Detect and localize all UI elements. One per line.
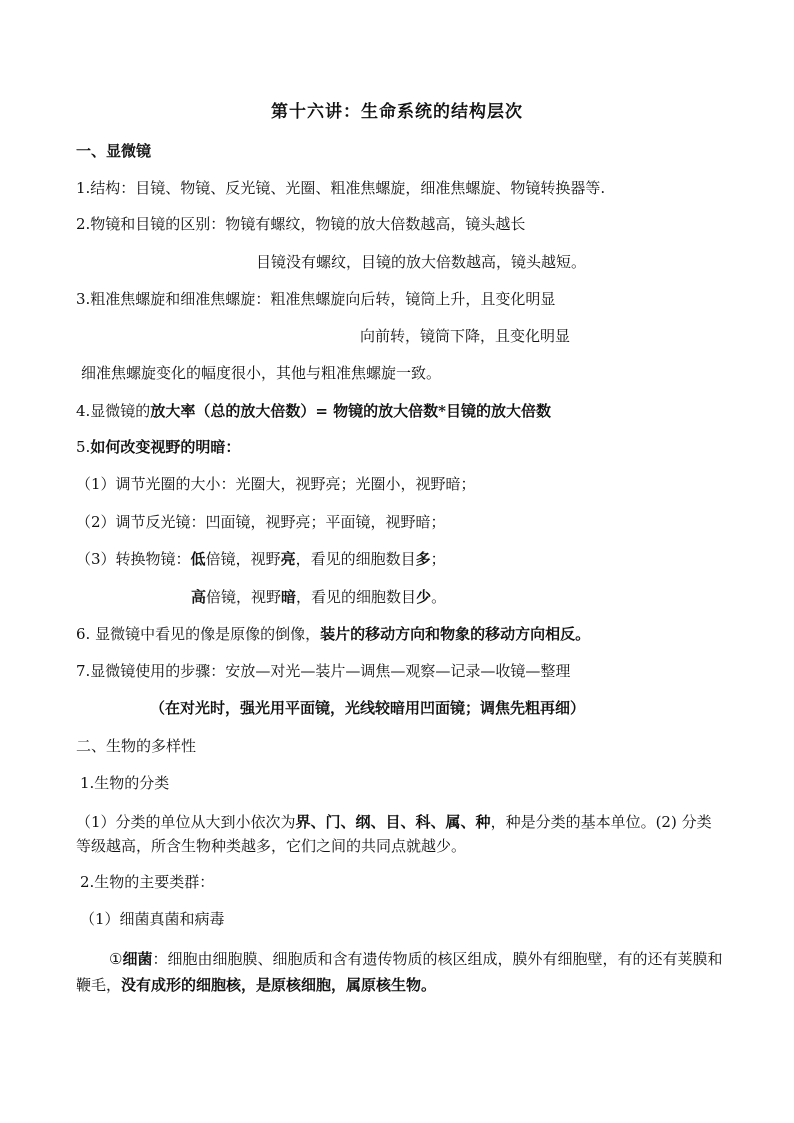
paragraph-inverted-image bbox=[76, 624, 590, 644]
paragraph-structure: 1.结构：目镜、物镜、反光镜、光圈、粗准焦螺旋，细准焦螺旋、物镜转换器等. bbox=[76, 179, 606, 197]
paragraph-fine-focus: 细准焦螺旋变化的幅度很小，其他与粗准焦螺旋一致。 bbox=[81, 364, 442, 382]
item-3-low: 低 bbox=[190, 550, 206, 568]
brightness-item-3-cont bbox=[191, 587, 446, 607]
section-heading-diversity: 二、生物的多样性 bbox=[76, 737, 197, 755]
item-3c-text2: ，看见的细胞数目 bbox=[296, 588, 417, 606]
paragraph-lens-difference: 2.物镜和目镜的区别：物镜有螺纹，物镜的放大倍数越高，镜头越长 bbox=[76, 215, 526, 233]
brightness-item-2: （2）调节反光镜：凹面镜，视野亮；平面镜，视野暗； bbox=[76, 513, 446, 531]
paragraph-bacteria bbox=[76, 946, 726, 998]
bacteria-text: ：细胞由细胞膜、细胞质和含有遗传物质的核区组成，膜外有细胞壁，有的还有荚膜和鞭毛， bbox=[76, 950, 723, 994]
item-3-text: 倍镜，视野 bbox=[205, 550, 281, 568]
item-3-high: 高 bbox=[191, 588, 207, 606]
magnification-prefix: 4.显微镜的 bbox=[76, 402, 151, 420]
section-heading-microscope: 一、显微镜 bbox=[76, 142, 152, 160]
brightness-item-3 bbox=[76, 549, 446, 569]
paragraph-classification bbox=[76, 810, 726, 858]
paragraph-usage-steps: 7.显微镜使用的步骤：安放—对光—装片—调焦—观察—记录—收镜—整理 bbox=[76, 662, 571, 680]
item-3-dark: 暗 bbox=[281, 588, 297, 606]
bacteria-marker: ① bbox=[109, 950, 123, 968]
item-3-end: ； bbox=[430, 550, 446, 568]
brightness-number: 5. bbox=[76, 438, 91, 456]
inverted-image-text: 6. 显微镜中看见的像是原像的倒像， bbox=[76, 625, 321, 643]
paragraph-focus-knobs-cont: 向前转，镜筒下降，且变化明显 bbox=[360, 327, 571, 345]
bacteria-bold: 没有成形的细胞核，是原核细胞，属原核生物。 bbox=[121, 976, 437, 994]
item-3-more: 多 bbox=[415, 550, 431, 568]
subheading-main-groups: 2.生物的主要类群： bbox=[80, 873, 215, 891]
classification-text: （1）分类的单位从大到小依次为 bbox=[76, 813, 296, 831]
classification-ranks: 界、门、纲、目、科、属、种 bbox=[295, 813, 491, 831]
paragraph-magnification bbox=[76, 401, 551, 421]
subheading-classification: 1.生物的分类 bbox=[80, 774, 170, 792]
paragraph-brightness bbox=[76, 437, 240, 457]
paragraph-lens-difference-cont: 目镜没有螺纹，目镜的放大倍数越高，镜头越短。 bbox=[256, 253, 587, 271]
brightness-item-1: （1）调节光圈的大小：光圈大，视野亮；光圈小，视野暗； bbox=[76, 475, 476, 493]
item-3-label: （3）转换物镜： bbox=[76, 550, 191, 568]
usage-note: （在对光时，强光用平面镜，光线较暗用凹面镜；调焦先粗再细） bbox=[150, 699, 586, 717]
item-3c-text: 倍镜，视野 bbox=[206, 588, 282, 606]
item-3-fewer: 少 bbox=[416, 588, 432, 606]
item-3-text2: ，看见的细胞数目 bbox=[295, 550, 416, 568]
bacteria-term: 细菌 bbox=[122, 950, 153, 968]
subheading-bacteria-fungi-virus: （1）细菌真菌和病毒 bbox=[80, 910, 225, 928]
magnification-formula: 放大率（总的放大倍数）= 物镜的放大倍数*目镜的放大倍数 bbox=[150, 402, 551, 420]
item-3-bright: 亮 bbox=[280, 550, 296, 568]
brightness-heading: 如何改变视野的明暗： bbox=[90, 438, 241, 456]
inverted-image-bold: 装片的移动方向和物象的移动方向相反。 bbox=[320, 625, 591, 643]
classification-text2: ，种是分类的基本单位。(2) 分类等级越高，所含生物种类越多，它们之间的共同点就越少。 bbox=[76, 813, 712, 855]
paragraph-focus-knobs: 3.粗准焦螺旋和细准焦螺旋：粗准焦螺旋向后转，镜筒上升，且变化明显 bbox=[76, 290, 556, 308]
item-3c-end: 。 bbox=[431, 588, 447, 606]
page-title: 第十六讲：生命系统的结构层次 bbox=[271, 102, 523, 122]
